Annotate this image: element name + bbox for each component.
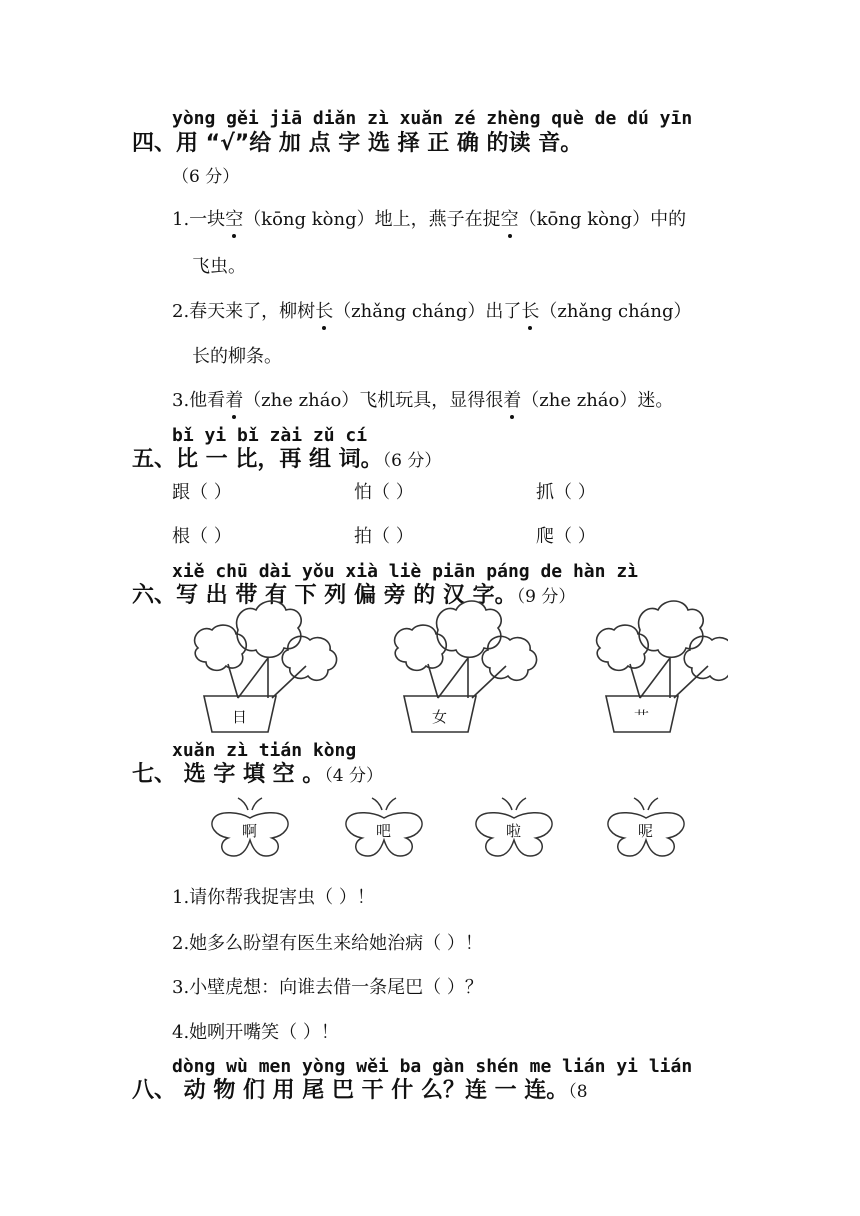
q7-number: 七、 <box>132 762 177 787</box>
q4-line-3-b: （zhǎng cháng）出了 <box>333 301 522 322</box>
q5-heading <box>132 442 441 473</box>
q7-score: （4 分） <box>324 766 384 786</box>
q7-heading <box>132 757 383 788</box>
q7-item-4: 4.她咧开嘴笑（ ）！ <box>172 1022 339 1043</box>
q4-line-1-c: （kōng kòng）中的 <box>518 209 687 230</box>
butterflies-illustration <box>210 796 690 860</box>
pot-label-2: 女 <box>432 708 448 726</box>
butterfly-word-2: 吧 <box>376 822 392 840</box>
q4-dotted-char: 长 <box>315 297 333 323</box>
q8-pinyin: dòng wù men yòng wěi ba gàn shén me lián yi lián <box>172 1056 693 1077</box>
q5-word-4: 根（ ） <box>172 526 232 547</box>
q4-line-2: 飞虫。 <box>192 256 246 277</box>
butterfly-word-3: 啦 <box>506 822 522 840</box>
pot-label-3: 艹 <box>634 708 650 726</box>
butterflies-area <box>210 796 690 860</box>
q4-line-4: 长的柳条。 <box>192 346 282 367</box>
q5-word-3: 抓（ ） <box>536 482 596 503</box>
q5-pinyin: bǐ yi bǐ zài zǔ cí <box>172 425 368 446</box>
q6-title: 写 出 带 有 下 列 偏 旁 的 汉 字。 <box>176 583 517 608</box>
q6-pinyin: xiě chū dài yǒu xià liè piān páng de hàn zì <box>172 561 638 582</box>
q4-score: （6 分） <box>172 167 240 187</box>
q5-number: 五、 <box>132 447 177 472</box>
q4-line-5-a: 3.他看 <box>172 390 226 411</box>
flower-pot-2 <box>395 601 537 732</box>
q6-score: （9 分） <box>516 587 576 607</box>
q4-title: 用 “√”给 加 点 字 选 择 正 确 的读 音。 <box>176 131 583 156</box>
q5-word-2: 怕（ ） <box>354 482 414 503</box>
q8-number: 八、 <box>132 1078 177 1103</box>
q4-number: 四、 <box>132 131 177 156</box>
q7-pinyin: xuǎn zì tián kòng <box>172 740 357 761</box>
flower-pots-area <box>168 598 728 738</box>
flower-pot-3 <box>597 601 728 732</box>
q5-word-6: 爬（ ） <box>536 526 596 547</box>
q4-line-3-a: 2.春天来了，柳树 <box>172 301 316 322</box>
q8-title: 动 物 们 用 尾 巴 干 什 么？连 一 连。 <box>176 1078 569 1103</box>
q4-line-5-b: （zhe zháo）飞机玩具，显得很 <box>243 390 504 411</box>
q5-word-5: 拍（ ） <box>354 526 414 547</box>
q5-title: 比 一 比，再 组 词。 <box>176 447 383 472</box>
q7-title: 选 字 填 空 。 <box>176 762 325 787</box>
q8-heading <box>132 1073 588 1104</box>
pot-label-1: 日 <box>232 708 248 726</box>
q4-line-3 <box>172 297 692 323</box>
butterfly-word-4: 呢 <box>638 822 654 840</box>
flower-pot-1 <box>195 601 337 732</box>
q4-dotted-char: 空 <box>225 205 243 231</box>
q4-dotted-char: 着 <box>503 386 521 412</box>
q7-item-1: 1.请你帮我捉害虫（ ）！ <box>172 887 375 908</box>
q6-number: 六、 <box>132 583 177 608</box>
butterfly-word-1: 啊 <box>242 822 258 840</box>
q5-word-1: 跟（ ） <box>172 482 232 503</box>
q5-score: （6 分） <box>382 451 442 471</box>
q4-pinyin: yòng gěi jiā diǎn zì xuǎn zé zhèng què de dú yīn <box>172 108 693 129</box>
q4-line-1-a: 1.一块 <box>172 209 226 230</box>
q4-heading <box>132 126 582 157</box>
q4-dotted-char: 着 <box>225 386 243 412</box>
q4-dotted-char: 长 <box>521 297 539 323</box>
q4-line-5 <box>172 386 673 412</box>
q7-item-2: 2.她多么盼望有医生来给她治病（ ）！ <box>172 933 483 954</box>
q4-line-3-c: （zhǎng cháng） <box>539 301 692 322</box>
q8-score: （8 <box>568 1082 588 1102</box>
q4-dotted-char: 空 <box>501 205 519 231</box>
q7-item-3: 3.小壁虎想：向谁去借一条尾巴（ ）？ <box>172 977 483 998</box>
q4-line-1-b: （kōng kòng）地上，燕子在捉 <box>243 209 501 230</box>
q4-line-5-c: （zhe zháo）迷。 <box>521 390 674 411</box>
q4-line-1 <box>172 205 686 231</box>
